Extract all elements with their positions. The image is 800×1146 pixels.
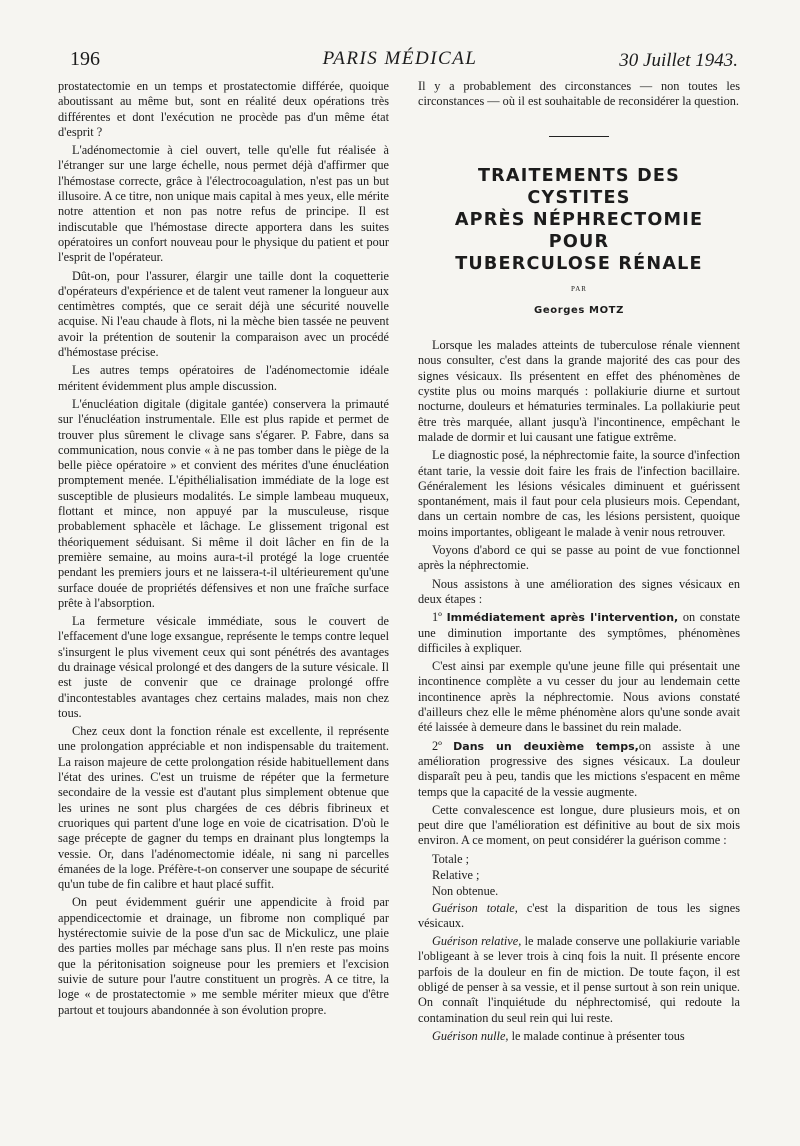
- paragraph: L'énucléation digitale (digitale gantée) conservera la primauté sur l'énucléation instrumentale. Elle est plus rapide et permet de trouver plus sûrement le clivage sans s'égarer. P. Fabre, dans sa communication, nous convie « à ne pas tomber dans le piège de la belle pièce opératoire » et convient des mérites d'une énucléation promptement menée. L'épithélialisation immédiate de la loge est susceptible de plusieurs modalités. Le simple lambeau muqueux, flottant et mince, non appuyé par la musculeuse, risque probablement sphacèle et lâchage. Le glissement trigonal est théoriquement séduisant. Si même il doit lâcher en fin de la première semaine, au moins aura-t-il protégé la loge cruentée pendant les premiers jours et ne laissera-t-il ultérieurement qu'une surface douée de propriétés défensives et non une fraîche surface prête à l'absorption.: [58, 396, 389, 610]
- title-line: CYSTITES: [527, 187, 631, 208]
- term-italic: Guérison totale,: [432, 900, 518, 915]
- paragraph-text: c'est la disparition de tous les signes vésicaux.: [418, 900, 740, 930]
- step-heading: Dans un deuxième temps,: [453, 739, 639, 753]
- paragraph: On peut évidemment guérir une appendicite à froid par appendicectomie et drainage, un fibrome non compliqué par hystérectomie suivie de la pose d'un sac de Mickulicz, une plaie des parties molles par méchage sans plus. Il n'en reste pas moins que la péritonisation soigneuse pour les premiers et l'excision suivie de suture pour l'autre constituent un progrès. A ce titre, la loge « de prostatectomie » me semble mériter mieux que d'être partout et toujours abandonnée à son évolution propre.: [58, 895, 389, 1017]
- paragraph: Les autres temps opératoires de l'adénomectomie idéale méritent évidemment plus ample discussion.: [58, 363, 389, 393]
- author-name: Georges MOTZ: [534, 304, 624, 316]
- paragraph: Cette convalescence est longue, dure plusieurs mois, et on peut dire que l'amélioration est définitive au bout de six mois environ. A ce moment, on peut considérer la guérison comme :: [418, 802, 740, 848]
- list-item: Relative ;: [432, 867, 480, 882]
- section-divider: [549, 136, 609, 137]
- paragraph: Chez ceux dont la fonction rénale est excellente, il représente une prolongation appréciable et non indispensable du traitement. La raison majeure de cette prolongation réside habituellement dans l'état des urines. C'est un truisme de répéter que la fermeture secondaire de la vessie est d'autant plus simplement obtenue que les urines ne sont plus chargées de ces débris fibrineux et cruoriques qui partent d'une loge en voie de cicatrisation. D'où le sage précepte de gagner du temps en drainant plus longtemps la vessie. Or, dans l'adénomectomie idéale, ni sang ni parcelles émanées de la loge. Préfère-t-on conserver une soupape de sécurité qu'un tube de fin calibre et haut placé suffit.: [58, 724, 389, 892]
- title-line: TRAITEMENTS DES: [477, 165, 681, 186]
- page-number: 196: [70, 48, 100, 70]
- article-title: [418, 165, 740, 275]
- step-number: 1º: [432, 610, 442, 625]
- paragraph: La fermeture vésicale immédiate, sous le couvert de l'effacement d'une loge exsangue, représente le temps contre lequel s'insurgent le plus vivement ceux qui sont pénétrés des avantages du drainage vésical prolongé et des dangers de la suture vésicale. Il est juste de convenir que ce drainage prolongé offre d'incontestables avantages chez certains malades, mais non chez tous.: [58, 614, 389, 720]
- paragraph: [418, 739, 740, 800]
- issue-date: 30 Juillet 1943.: [619, 50, 738, 71]
- journal-title: PARIS MÉDICAL: [322, 48, 478, 69]
- title-line: TUBERCULOSE RÉNALE: [455, 253, 703, 274]
- term-italic: Guérison nulle,: [432, 1028, 509, 1043]
- left-column: [58, 79, 389, 1021]
- paragraph: [418, 610, 740, 656]
- paragraph: Il y a probablement des circonstances — non toutes les circonstances — où il est souhaitable de reconsidérer la question.: [418, 79, 740, 109]
- paragraph: prostatectomie en un temps et prostatectomie différée, quoique aboutissant au même but, sont en réalité deux opérations très différentes et dont l'exécution ne procède pas d'un même état d'esprit ?: [58, 79, 389, 139]
- paragraph: Nous assistons à une amélioration des signes vésicaux en deux étapes :: [418, 576, 740, 606]
- paragraph: Voyons d'abord ce qui se passe au point de vue fonctionnel après la néphrectomie.: [418, 543, 740, 573]
- step-number: 2º: [432, 738, 442, 753]
- page-header: [62, 44, 738, 74]
- title-line: APRÈS NÉPHRECTOMIE: [454, 209, 704, 230]
- right-column: [418, 79, 740, 1047]
- paragraph: C'est ainsi par exemple qu'une jeune fille qui présentait une incontinence complète a vu cesser du jour au lendemain cette incontinence après la néphrectomie. Nous avions constaté d'ailleurs chez elle le même phénomène alors qu'une sonde avait été laissée à demeure dans le bassinet du rein malade.: [418, 659, 740, 735]
- paragraph-text: on constate une diminution importante des symptômes, phénomènes difficiles à expliquer.: [418, 610, 740, 655]
- term-italic: Guérison relative,: [432, 934, 522, 949]
- paragraph-text: le malade continue à présenter tous: [511, 1028, 685, 1043]
- paragraph-text: le malade conserve une pollakiurie variable l'obligeant à se lever trois à cinq fois la nuit. Il présente encore parfois de la douleur en fin de miction. De toute façon, il est obligé de penser à sa vessie, et il pense surtout à son rein unique. On connaît l'inquiétude du néphrectomisé, qui redoute la contamination du seul rein qui lui reste.: [418, 934, 740, 1025]
- paragraph: [418, 1029, 740, 1044]
- title-line: POUR: [548, 231, 610, 252]
- paragraph: [418, 934, 740, 1026]
- list-item: Non obtenue.: [432, 884, 499, 899]
- paragraph: Lorsque les malades atteints de tuberculose rénale viennent nous consulter, c'est dans la grande majorité des cas pour des signes vésicaux. Ils présentent en effet des phénomènes de cystite plus ou moins marqués : pollakiurie diurne et surtout nocturne, douleurs et hématuries terminales. La pollakiurie peut être très marquée, allant jusqu'à l'incontinence, empêchant le malade de dormir et lui causant une fatigue extrême.: [418, 338, 740, 444]
- paragraph-text: on assiste à une amélioration progressive des signes vésicaux. La douleur disparaît peu à peu, tandis que les mictions s'espacent en même temps que la capacité de la vessie augmente.: [418, 738, 741, 799]
- paragraph: Le diagnostic posé, la néphrectomie faite, la source d'infection étant tarie, la vessie doit faire les frais de l'infection bacillaire. Généralement les lésions vésicales diminuent et guérissent spontanément, mais il faut pour cela plusieurs mois. Cependant, dans un certain nombre de cas, les lésions persistent, quoique moins importantes, obligeant le malade à venir nous retrouver.: [418, 448, 740, 539]
- list-item: Totale ;: [432, 851, 470, 866]
- byline-par: PAR: [571, 284, 587, 293]
- paragraph: [418, 901, 740, 932]
- paragraph: Dût-on, pour l'assurer, élargir une taille dont la coquetterie d'opérateurs d'expérience et de talent veut ramener la longueur aux centimètres comptés, que ce serait déjà une sécurité nouvelle acquise. Ni l'eau chaude à flots, ni la mèche bien tassée ne peuvent avoir la prétention de soutenir la comparaison avec un procédé d'hémostase précise.: [58, 268, 389, 360]
- step-heading: Immédiatement après l'intervention,: [446, 611, 679, 625]
- paragraph: L'adénomectomie à ciel ouvert, telle qu'elle fut réalisée à l'étranger sur une large échelle, nous permet déjà d'affirmer que l'hémostase correcte, grâce à l'électrocoagulation, n'est pas un but illusoire. A ce titre, non unique mais capital à mes yeux, elle mérite notre attention et non pas notre refus de principe. Il est indiscutable que l'hémostase directe apportera dans les suites opératoires un confort nouveau pour le physique du patient et pour l'esprit de l'opérateur.: [58, 143, 389, 265]
